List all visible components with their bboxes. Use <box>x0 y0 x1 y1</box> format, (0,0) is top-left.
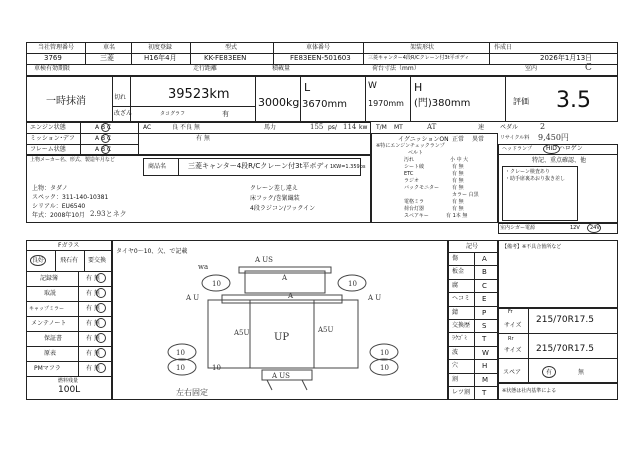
tm-speed: 速 <box>478 124 485 131</box>
first-registration: H16年4月 <box>144 54 177 62</box>
recycle-label: リサイクル料 <box>500 135 530 141</box>
crane-maker: 上物：タダノ <box>32 185 68 192</box>
kw-note: 1KW=1.359ps <box>330 164 366 170</box>
check-label-2: キャップミラー <box>29 306 65 312</box>
header-col-firstreg: 初度登録 <box>148 44 173 51</box>
cigar-24v-circle <box>587 223 601 233</box>
dim-W-value: 1970mm <box>368 99 404 108</box>
legend-label: ﾗｸｺﾞﾐ <box>452 335 468 343</box>
legend-label: 割 <box>452 375 459 383</box>
mileage-value: 39523km <box>168 87 230 102</box>
header-col-chassis: 車体番号 <box>306 44 331 51</box>
spare-label: スペア <box>503 369 522 376</box>
power-ps: 155 <box>310 123 324 131</box>
check-vals-2: 有 無 <box>86 305 100 312</box>
ig-extra: カラー 白黒 <box>452 192 479 198</box>
legend-label: 錆 <box>452 308 459 316</box>
fglass-chip: 飛石有 <box>60 257 79 264</box>
ig-val-4: 有 無 <box>452 178 464 184</box>
crane-year: 年式：2008年10月 <box>32 212 85 219</box>
legend-divider <box>448 359 498 360</box>
power-kw: 114 <box>343 123 357 131</box>
diag-label-aus-bottom: A US <box>272 372 290 380</box>
eval-label: 評価 <box>513 97 529 106</box>
fuel-label: 燃料残量 <box>58 378 79 384</box>
fuel-value: 100L <box>58 385 81 395</box>
recycle-value: 9,450円 <box>538 133 569 142</box>
spare-yes-circle <box>542 366 556 378</box>
pedal-value: 2 <box>540 122 546 131</box>
legend-divider <box>448 399 498 400</box>
diag-label-au-left: A U <box>186 294 200 302</box>
check-vals-5: 有 無 <box>86 350 100 357</box>
diag-wheel-fr: 10 <box>348 280 357 288</box>
ig-val-7: 有 無 <box>452 206 464 212</box>
legend-label: 波 <box>452 348 459 356</box>
cabin-label: 室内 <box>525 65 538 72</box>
legend-label: 腐 <box>452 281 459 289</box>
diag-label-a1: A <box>282 274 288 282</box>
check-circle-6 <box>96 363 106 373</box>
tm-label: T/M <box>376 124 387 131</box>
notes-title: 【備考】※不具合箇所など <box>502 244 562 250</box>
legend-code: A <box>482 255 487 263</box>
shaken-label: 車検有効期限 <box>34 65 71 72</box>
ignition-sub: ※特にエンジンチェックランプ <box>376 143 445 149</box>
ignition-title: イグニッションON <box>398 136 449 143</box>
legend-title: 記号 <box>466 243 479 250</box>
model-code: KK-FE83EEN <box>204 54 247 62</box>
mgmt-number: 3769 <box>44 54 62 62</box>
spare-none: 無 <box>578 369 585 376</box>
cigar-label: 室内シガー電源 <box>500 225 536 231</box>
mission-grade: A B C <box>95 135 112 142</box>
header-col-model: 型式 <box>225 44 238 51</box>
tire-fr-size: 215/70R17.5 <box>536 315 594 325</box>
fglass-title: Fガラス <box>58 242 80 249</box>
ig-val-3: 有 無 <box>452 171 464 177</box>
mileage-label: 走行距離 <box>193 65 218 72</box>
meter-yes: 有 <box>222 110 229 118</box>
tire-fr-size-label: サイズ <box>504 322 522 329</box>
legend-label: 穴 <box>452 362 459 370</box>
frame-grade-circle <box>101 145 110 154</box>
spare-yes: 有 <box>546 369 553 376</box>
dim-H-value: (門)380mm <box>414 98 471 109</box>
frame-label: フレーム状態 <box>30 146 66 153</box>
diag-note-fixed: 左右固定 <box>176 388 208 397</box>
dim-L-label: L <box>304 81 311 94</box>
special-item-0: ・クレーン検査あり <box>505 169 550 175</box>
diag-wheel-rr2: 10 <box>380 364 389 372</box>
headlight-hid-circle <box>543 144 560 154</box>
crane-feature-0: クレーン差し違え <box>250 185 298 192</box>
ig-item-4: ラジオ <box>404 178 420 184</box>
shaken-value: 一時抹消 <box>46 96 86 107</box>
check-circle-0 <box>96 273 106 283</box>
notes-box <box>498 240 618 308</box>
diag-wheel-fl: 10 <box>212 280 221 288</box>
legend-code: B <box>482 268 487 277</box>
legend-divider <box>448 319 498 320</box>
meter-swap-label: 改ざん <box>114 110 133 117</box>
ig-item-0: ベルト <box>408 150 424 156</box>
dim-W-label: W <box>368 81 377 91</box>
check-circle-3 <box>96 318 106 328</box>
legend-divider <box>448 306 498 307</box>
check-circle-1 <box>96 288 106 298</box>
ig-val-8: 有 1本 無 <box>446 213 468 219</box>
legend-code: T <box>482 335 487 344</box>
legend-divider <box>448 265 498 266</box>
diag-label-asu-right: A5U <box>318 326 334 334</box>
frame-grade: A B C <box>95 146 112 153</box>
dim-H-label: H <box>414 81 423 94</box>
legend-divider <box>448 373 498 374</box>
legend-code: P <box>482 308 487 317</box>
product-name: 三菱キャンター4段R/Cクレーン付3t平ボディ <box>188 162 330 170</box>
legend-divider <box>448 386 498 387</box>
crane-note: 2.93とネク <box>90 210 127 218</box>
truck-diagram <box>112 240 448 400</box>
ig-item-5: バックモニター <box>404 185 440 191</box>
check-vals-4: 有 無 <box>86 335 100 342</box>
engine-grade: A B C <box>95 124 112 131</box>
footer-note: ※状態は社内基準による <box>502 388 557 394</box>
cigar-24v: 24V <box>590 225 600 231</box>
crane-feature-1: 床フック/巻緊繊装 <box>250 195 300 202</box>
crane-spec: スペック：311-140-10381 <box>32 194 109 201</box>
pedal-label: ペダル <box>500 124 519 131</box>
tacho-label: タコグラフ <box>160 111 186 117</box>
legend-divider <box>448 332 498 333</box>
crane-serial: シリアル：EU6540 <box>32 203 86 210</box>
legend-divider <box>448 292 498 293</box>
check-vals-0: 有 無 <box>86 275 100 282</box>
remarks-label: 上物メーカー名、形式、製造年月など <box>30 157 115 163</box>
power-ps-unit: ps/ <box>328 124 337 131</box>
fglass-good: 良好 <box>32 257 45 264</box>
ac-values: 良 不良 無 <box>172 124 200 131</box>
diag-wheel-rl1: 10 <box>176 349 185 357</box>
check-vals-1: 有 無 <box>86 290 100 297</box>
ig-val-5: 有 無 <box>452 185 464 191</box>
ig-item-3: ETC <box>404 171 414 177</box>
load-label: 積載量 <box>272 65 291 72</box>
ig-val-2: 有 無 <box>452 164 464 170</box>
headlight-options: HID ハロゲン <box>546 145 583 152</box>
ignition-head-ng: 異常 <box>472 136 485 143</box>
check-label-4: 保証書 <box>44 335 63 342</box>
kire-label: 切れ <box>114 94 127 101</box>
ig-item-8: スペアキー <box>404 213 429 219</box>
fglass-replace: 要交換 <box>88 257 107 264</box>
legend-code: H <box>482 362 488 371</box>
ac-label: AC <box>143 124 152 131</box>
check-label-3: メンテノート <box>31 320 67 327</box>
legend-label: 傷 <box>452 255 459 262</box>
tire-fr: Fr <box>508 309 513 315</box>
engine-grade-circle <box>101 123 110 132</box>
special-item-1: ・助手席裏あおり抜き差し <box>505 176 566 182</box>
created-date: 2026年1月13日 <box>540 54 593 62</box>
check-circle-2 <box>96 303 106 313</box>
tire-note: タイヤ0〜10、欠、で記載 <box>116 248 188 255</box>
ig-val-1: 小 中 大 <box>450 157 469 163</box>
check-label-5: 原表 <box>44 350 57 357</box>
mission-label: ミッション･デフ <box>30 135 75 142</box>
cigar-12v: 12V <box>570 225 580 231</box>
tire-rr-size: 215/70R17.5 <box>536 344 594 354</box>
tm-at: AT <box>427 123 437 131</box>
header-col-created: 作成日 <box>494 44 513 51</box>
legend-code: W <box>482 348 489 357</box>
diag-label-asu-left: A5U <box>234 329 250 337</box>
tire-rr-size-label: サイズ <box>504 347 522 354</box>
diag-label-a2: A <box>288 292 294 300</box>
check-vals-3: 有 無 <box>86 320 100 327</box>
legend-label: 交換歴 <box>452 322 471 329</box>
legend-code: T <box>482 389 487 397</box>
diag-label-up: UP <box>274 332 290 343</box>
legend-label: レツ割 <box>452 389 471 396</box>
ig-item-1: 汚れ <box>404 157 415 163</box>
diag-wheel-rr1: 10 <box>380 349 389 357</box>
dim-L-value: 3670mm <box>302 99 347 110</box>
legend-divider <box>448 279 498 280</box>
diag-wheel-mid: 10 <box>212 364 221 372</box>
check-label-6: PMマフラ <box>34 365 61 372</box>
cabin-value: C <box>585 63 592 73</box>
legend-label: ヘコミ <box>452 295 471 303</box>
tire-rr: Rr <box>508 336 514 342</box>
dims-label: 荷台寸法（mm） <box>372 65 420 72</box>
legend-code: S <box>482 322 487 330</box>
diag-label-wa: wa <box>198 263 209 271</box>
tm-mt: MT <box>394 124 403 131</box>
engine-label: エンジン状態 <box>30 124 66 131</box>
power-kw-unit: kw <box>359 124 368 131</box>
product-label: 商品名 <box>148 163 167 170</box>
check-label-0: 記録簿 <box>40 275 59 282</box>
legend-code: M <box>482 375 489 384</box>
body-type: 三菱キャンター4段R/Cクレーン付3t平ボディ <box>368 55 470 61</box>
ig-item-7: 荷台灯器 <box>404 206 425 212</box>
ig-item-2: シート破 <box>404 164 425 170</box>
crane-feature-2: 4段ラジコン/フックイン <box>250 205 316 212</box>
diag-label-au-right: A U <box>368 294 382 302</box>
header-col-bodytype: 架装形状 <box>410 44 435 51</box>
special-title: 特記、重点確認、他 <box>532 157 587 164</box>
header-col-mgmt: 当社管理番号 <box>38 44 75 51</box>
legend-label: 板金 <box>452 268 465 276</box>
check-circle-4 <box>96 333 106 343</box>
legend-code: E <box>482 295 487 304</box>
power-label: 馬力 <box>264 124 277 131</box>
diag-label-aus-top: A US <box>255 256 273 264</box>
check-circle-5 <box>96 348 106 358</box>
maker-name: 三菱 <box>100 54 114 62</box>
fglass-good-circle <box>30 255 46 266</box>
legend-code: C <box>482 281 487 290</box>
check-vals-6: 有 無 <box>86 365 100 372</box>
check-label-1: 取説 <box>44 290 57 297</box>
diag-wheel-rl2: 10 <box>176 364 185 372</box>
load-value: 3000kg <box>258 96 300 109</box>
ignition-head-ok: 正常 <box>452 136 465 143</box>
header-col-maker: 車名 <box>103 44 116 51</box>
chassis-number: FE83EEN-501603 <box>290 54 351 62</box>
ig-val-6: 有 無 <box>452 199 464 205</box>
headlight-label: ヘッドランプ <box>502 146 533 152</box>
eval-value: 3.5 <box>556 88 591 113</box>
ig-item-6: 電格ミラ <box>404 199 425 205</box>
legend-divider <box>448 346 498 347</box>
mission-grade-circle <box>101 134 110 143</box>
ps-values: 有 無 <box>196 135 210 142</box>
